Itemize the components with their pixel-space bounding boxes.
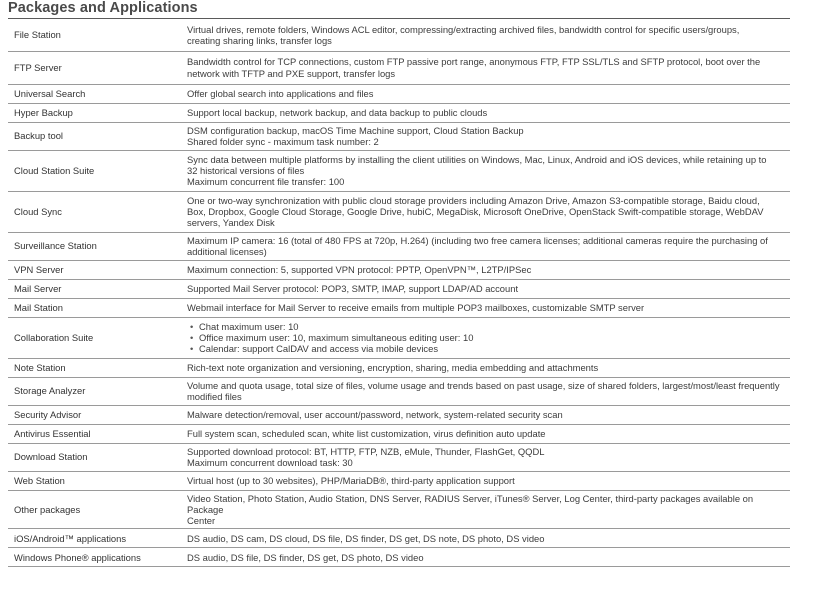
spec-row-name: File Station: [8, 19, 182, 51]
spec-row-name: VPN Server: [8, 260, 182, 279]
spec-row-value: [182, 490, 790, 529]
packages-section: [8, 0, 790, 567]
spec-row: [8, 84, 790, 103]
spec-value-line: One or two-way synchronization with public cloud storage providers including Amazon Drive, Amazon S3-compatible storage, Baidu cloud,: [187, 194, 760, 206]
bullet-text: Calendar: support CalDAV and access via mobile devices: [199, 343, 439, 355]
spec-row: [8, 471, 790, 490]
spec-row: [8, 548, 790, 567]
spec-row: [8, 405, 790, 424]
bullet-list: [187, 321, 786, 355]
spec-row-value: [182, 19, 790, 51]
spec-value-line: additional licenses): [187, 246, 267, 257]
spec-value-line: Support local backup, network backup, and data backup to public clouds: [187, 106, 488, 118]
spec-row: [8, 51, 790, 84]
spec-row-name: Cloud Sync: [8, 191, 182, 232]
spec-row-name: Antivirus Essential: [8, 424, 182, 443]
spec-value-line: network with TFTP and PXE support, transfer logs: [187, 67, 396, 79]
spec-row-value: [182, 548, 790, 567]
spec-value-line: Malware detection/removal, user account/password, network, system-related security scan: [187, 408, 563, 420]
spec-row: [8, 150, 790, 191]
spec-row-value: [182, 84, 790, 103]
spec-row: [8, 232, 790, 260]
spec-table: [8, 19, 790, 567]
spec-row-name: Security Advisor: [8, 405, 182, 424]
bullet-text: Chat maximum user: 10: [199, 320, 299, 332]
spec-value-line: Maximum concurrent download task: 30: [187, 457, 353, 468]
spec-row-name: Download Station: [8, 443, 182, 471]
spec-row-value: [182, 443, 790, 471]
spec-row-name: Web Station: [8, 471, 182, 490]
spec-row-value: [182, 103, 790, 122]
spec-value-line: Full system scan, scheduled scan, white list customization, virus definition auto update: [187, 427, 546, 439]
spec-value-line: DS audio, DS file, DS finder, DS get, DS photo, DS video: [187, 551, 424, 563]
spec-value-line: Virtual host (up to 30 websites), PHP/MariaDB®, third-party application support: [187, 474, 515, 486]
spec-row: [8, 529, 790, 548]
spec-row-name: iOS/Android™ applications: [8, 529, 182, 548]
spec-table-body: [8, 19, 790, 567]
spec-value-line: Video Station, Photo Station, Audio Station, DNS Server, RADIUS Server, iTunes® Server, Log Center, third-party packages available on Package: [187, 492, 754, 515]
spec-row-name: FTP Server: [8, 51, 182, 84]
spec-value-line: Rich-text note organization and versioning, encryption, sharing, media embedding and attachments: [187, 361, 599, 373]
spec-row-name: Cloud Station Suite: [8, 150, 182, 191]
spec-value-line: modified files: [187, 391, 242, 402]
spec-row-name: Backup tool: [8, 122, 182, 150]
spec-row: [8, 191, 790, 232]
spec-row-value: [182, 51, 790, 84]
spec-row: [8, 19, 790, 51]
spec-row-value: [182, 260, 790, 279]
spec-row-value: [182, 298, 790, 317]
spec-value-line: Box, Dropbox, Google Cloud Storage, Google Drive, hubiC, MegaDisk, Microsoft OneDrive, OpenStack Swift-compatible storage, WebDAV: [187, 205, 764, 217]
spec-row-value: [182, 122, 790, 150]
spec-row: [8, 122, 790, 150]
spec-value-line: Sync data between multiple platforms by installing the client utilities on Windows, Mac, Linux, Android and iOS devices, while retaining up to: [187, 153, 767, 165]
spec-row-value: [182, 191, 790, 232]
spec-value-line: DS audio, DS cam, DS cloud, DS file, DS finder, DS get, DS note, DS photo, DS video: [187, 532, 545, 544]
spec-row: [8, 377, 790, 405]
spec-row: [8, 260, 790, 279]
spec-row: [8, 490, 790, 529]
spec-row-name: Storage Analyzer: [8, 377, 182, 405]
bullet-dot-icon: •: [190, 331, 194, 343]
spec-value-line: 32 historical versions of files: [187, 164, 305, 176]
spec-row-value: [182, 279, 790, 298]
spec-row-value: [182, 317, 790, 358]
bullet-item: [187, 321, 786, 332]
spec-row-value: [182, 471, 790, 490]
spec-value-line: creating sharing links, transfer logs: [187, 34, 332, 46]
spec-row-value: [182, 150, 790, 191]
spec-row-value: [182, 405, 790, 424]
spec-row: [8, 317, 790, 358]
spec-row: [8, 298, 790, 317]
spec-value-line: Center: [187, 514, 216, 526]
spec-row-name: Mail Server: [8, 279, 182, 298]
spec-value-line: Supported Mail Server protocol: POP3, SMTP, IMAP, support LDAP/AD account: [187, 282, 519, 294]
bullet-text: Office maximum user: 10, maximum simultaneous editing user: 10: [199, 331, 474, 343]
spec-row-value: [182, 529, 790, 548]
spec-row-name: Hyper Backup: [8, 103, 182, 122]
spec-row-value: [182, 377, 790, 405]
spec-row-name: Other packages: [8, 490, 182, 529]
spec-row-name: Windows Phone® applications: [8, 548, 182, 567]
spec-row-value: [182, 232, 790, 260]
spec-value-line: Maximum IP camera: 16 (total of 480 FPS at 720p, H.264) (including two free camera licenses; additional cameras require the purchasing of: [187, 234, 768, 246]
spec-value-line: Shared folder sync - maximum task number: 2: [187, 136, 379, 147]
spec-row: [8, 424, 790, 443]
spec-row-value: [182, 358, 790, 377]
spec-value-line: Bandwidth control for TCP connections, custom FTP passive port range, anonymous FTP, FTP SSL/TLS and SFTP protocol, boot over the: [187, 56, 761, 68]
spec-row: [8, 358, 790, 377]
spec-row: [8, 443, 790, 471]
spec-value-line: DSM configuration backup, macOS Time Machine support, Cloud Station Backup: [187, 124, 524, 136]
bullet-item: [187, 343, 786, 354]
spec-row: [8, 279, 790, 298]
spec-row-name: Mail Station: [8, 298, 182, 317]
spec-row-name: Note Station: [8, 358, 182, 377]
spec-row-name: Surveillance Station: [8, 232, 182, 260]
spec-value-line: Volume and quota usage, total size of files, volume usage and trends based on past usage, size of shared folders, largest/most/least frequently: [187, 379, 780, 391]
spec-value-line: Offer global search into applications and files: [187, 87, 374, 99]
spec-row-name: Collaboration Suite: [8, 317, 182, 358]
bullet-item: [187, 332, 786, 343]
spec-value-line: Maximum connection: 5, supported VPN protocol: PPTP, OpenVPN™, L2TP/IPSec: [187, 263, 532, 275]
spec-value-line: Supported download protocol: BT, HTTP, FTP, NZB, eMule, Thunder, FlashGet, QQDL: [187, 445, 545, 457]
spec-value-line: Virtual drives, remote folders, Windows ACL editor, compressing/extracting archived files, bandwidth control for specific users/groups,: [187, 23, 740, 35]
bullet-dot-icon: •: [190, 343, 194, 355]
spec-row-value: [182, 424, 790, 443]
spec-row: [8, 103, 790, 122]
spec-value-line: Maximum concurrent file transfer: 100: [187, 176, 345, 188]
bullet-dot-icon: •: [190, 320, 194, 332]
section-title: Packages and Applications: [8, 0, 198, 16]
spec-row-name: Universal Search: [8, 84, 182, 103]
spec-value-line: servers, Yandex Disk: [187, 217, 275, 229]
spec-value-line: Webmail interface for Mail Server to receive emails from multiple POP3 mailboxes, customizable SMTP server: [187, 301, 645, 313]
